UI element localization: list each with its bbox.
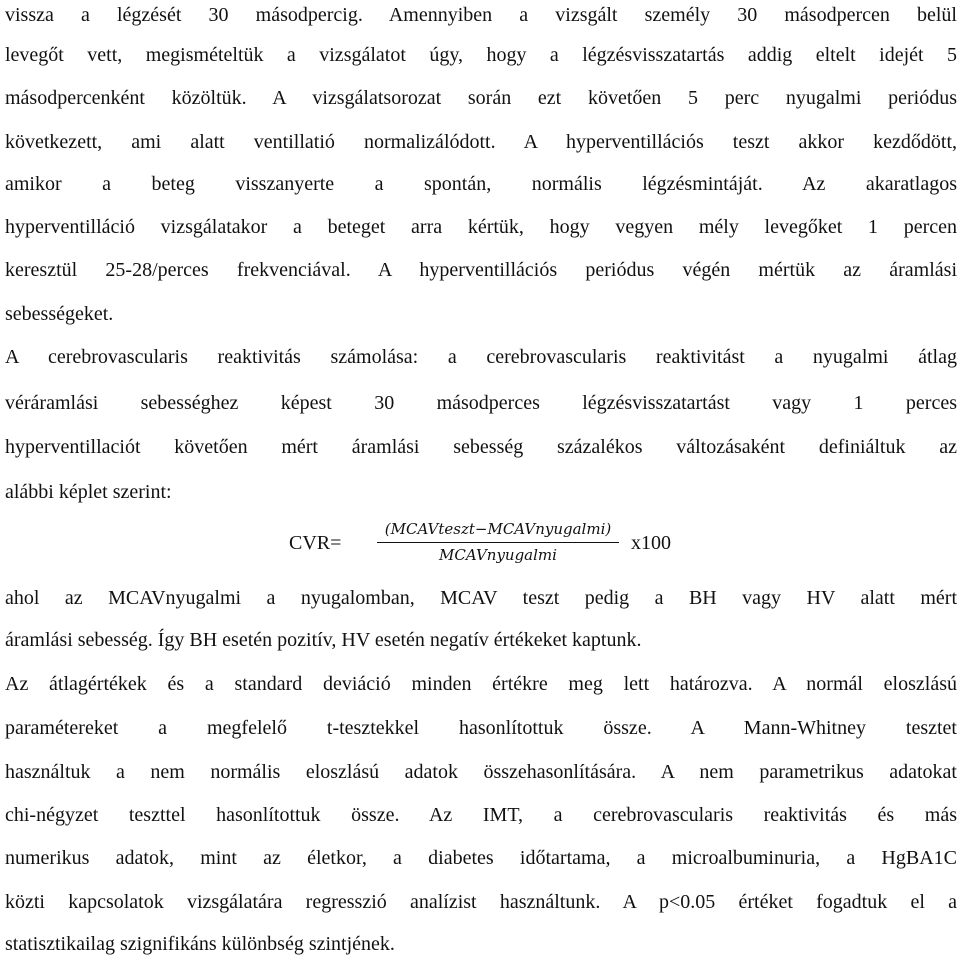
paragraph-1-line-3: másodpercenként közöltük. A vizsgálatsorozat során ezt követően 5 perc nyugalmi periódus — [5, 87, 957, 109]
paragraph-1-line-4: következett, ami alatt ventillatió normalizálódott. A hyperventillációs teszt akkor kezdődött, — [5, 131, 957, 153]
paragraph-1-line-1: vissza a légzését 30 másodpercig. Amennyiben a vizsgált személy 30 másodpercen belül — [5, 4, 957, 26]
document-page — [5, 0, 957, 960]
formula-denominator: MCAVnyugalmi — [439, 546, 557, 564]
paragraph-1-line-6: hyperventilláció vizsgálatakor a beteget arra kértük, hogy vegyen mély levegőket 1 percen — [5, 216, 957, 238]
formula-fraction — [371, 514, 625, 574]
paragraph-2-line-4: alábbi képlet szerint: — [5, 481, 172, 503]
paragraph-3-line-2: áramlási sebesség. Így BH esetén pozitív, HV esetén negatív értékeket kaptunk. — [5, 629, 642, 651]
paragraph-4-line-1: Az átlagértékek és a standard deviáció minden értékre meg lett határozva. A normál eloszlású — [5, 673, 957, 695]
paragraph-1-line-5: amikor a beteg visszanyerte a spontán, normális légzésmintáját. Az akaratlagos — [5, 173, 957, 195]
paragraph-4-line-2: paramétereket a megfelelő t-tesztekkel hasonlítottuk össze. A Mann-Whitney tesztet — [5, 717, 957, 739]
fraction-bar — [377, 542, 619, 543]
formula-numerator: (MCAVteszt−MCAVnyugalmi) — [384, 520, 612, 538]
paragraph-4-line-5: numerikus adatok, mint az életkor, a diabetes időtartama, a microalbuminuria, a HgBA1C — [5, 847, 957, 869]
formula-rhs: x100 — [631, 532, 671, 554]
formula-lhs: CVR= — [289, 532, 342, 554]
paragraph-4-line-6: közti kapcsolatok vizsgálatára regresszió analízist használtunk. A p<0.05 értéket fogadtuk el a — [5, 891, 957, 913]
paragraph-2-line-3: hyperventillaciót követően mért áramlási sebesség százalékos változásaként definiáltuk az — [5, 436, 957, 458]
paragraph-1-line-2: levegőt vett, megismételtük a vizsgálatot úgy, hogy a légzésvisszatartás addig eltelt idejét 5 — [5, 44, 957, 66]
paragraph-1-line-8: sebességeket. — [5, 303, 114, 325]
paragraph-1-line-7: keresztül 25-28/perces frekvenciával. A hyperventillációs periódus végén mértük az áramlási — [5, 259, 957, 281]
paragraph-4-line-4: chi-négyzet teszttel hasonlítottuk össze. Az IMT, a cerebrovascularis reaktivitás és más — [5, 804, 957, 826]
cvr-formula — [289, 514, 709, 574]
paragraph-3-line-1: ahol az MCAVnyugalmi a nyugalomban, MCAV teszt pedig a BH vagy HV alatt mért — [5, 587, 957, 609]
paragraph-4-line-3: használtuk a nem normális eloszlású adatok összehasonlítására. A nem parametrikus adatokat — [5, 761, 957, 783]
paragraph-4-line-7: statisztikailag szignifikáns különbség szintjének. — [5, 933, 395, 955]
paragraph-2-line-1: A cerebrovascularis reaktivitás számolása: a cerebrovascularis reaktivitást a nyugalmi átlag — [5, 346, 957, 368]
paragraph-2-line-2: véráramlási sebességhez képest 30 másodperces légzésvisszatartást vagy 1 perces — [5, 392, 957, 414]
